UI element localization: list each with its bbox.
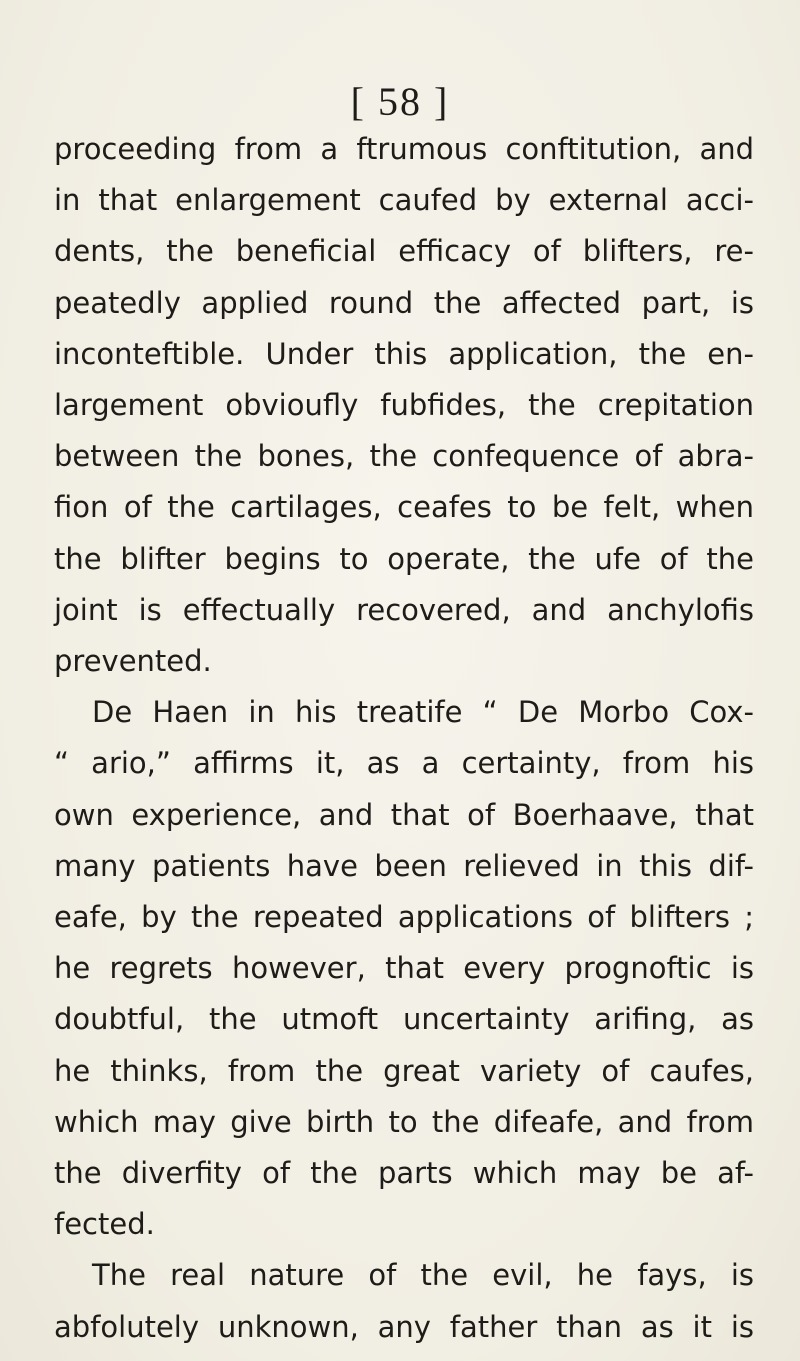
text-line: proceeding from a ftrumous conftitution, and bbox=[54, 132, 754, 166]
text-line: between the bones, the confequence of abra- bbox=[54, 439, 754, 474]
text-line: joint is effectually recovered, and anchylofis bbox=[54, 592, 754, 627]
text-line: which may give birth to the difeafe, and from bbox=[54, 1104, 754, 1139]
text-line: inconteftible. Under this application, the en- bbox=[54, 336, 754, 371]
text-line: fected. bbox=[54, 1207, 155, 1242]
text-line: eafe, by the repeated applications of blifters ; bbox=[54, 900, 754, 935]
text-line: De Haen in his treatife “ De Morbo Cox- bbox=[92, 695, 754, 730]
paragraph-1 bbox=[54, 124, 754, 687]
text-line: dents, the beneficial efficacy of blifters, re- bbox=[54, 234, 754, 269]
text-line: the blifter begins to operate, the ufe of the bbox=[54, 541, 754, 576]
paragraph-3 bbox=[54, 1250, 754, 1352]
text-line: the diverfity of the parts which may be af- bbox=[54, 1156, 754, 1191]
text-line: he regrets however, that every prognoftic is bbox=[54, 951, 754, 986]
text-line: abfolutely unknown, any father than as it is bbox=[54, 1309, 754, 1344]
text-line: many patients have been relieved in this dif- bbox=[54, 848, 754, 883]
text-line: he thinks, from the great variety of caufes, bbox=[54, 1053, 754, 1088]
text-line: in that enlargement caufed by external acci- bbox=[54, 183, 754, 218]
text-line: fion of the cartilages, ceafes to be felt, when bbox=[54, 490, 754, 525]
page-number-header: [ 58 ] bbox=[350, 79, 450, 124]
text-line: doubtful, the utmoft uncertainty arifing, as bbox=[54, 1002, 754, 1037]
text-line: prevented. bbox=[54, 644, 212, 679]
body-text bbox=[54, 124, 754, 1353]
text-line: peatedly applied round the affected part, is bbox=[54, 285, 754, 320]
text-line: The real nature of the evil, he fays, is bbox=[92, 1258, 754, 1293]
text-line: own experience, and that of Boerhaave, that bbox=[54, 797, 754, 832]
text-line: largement obvioufly fubfides, the crepitation bbox=[54, 388, 754, 423]
paragraph-2 bbox=[54, 687, 754, 1250]
text-line: “ ario,” affirms it, as a certainty, from his bbox=[54, 746, 754, 781]
